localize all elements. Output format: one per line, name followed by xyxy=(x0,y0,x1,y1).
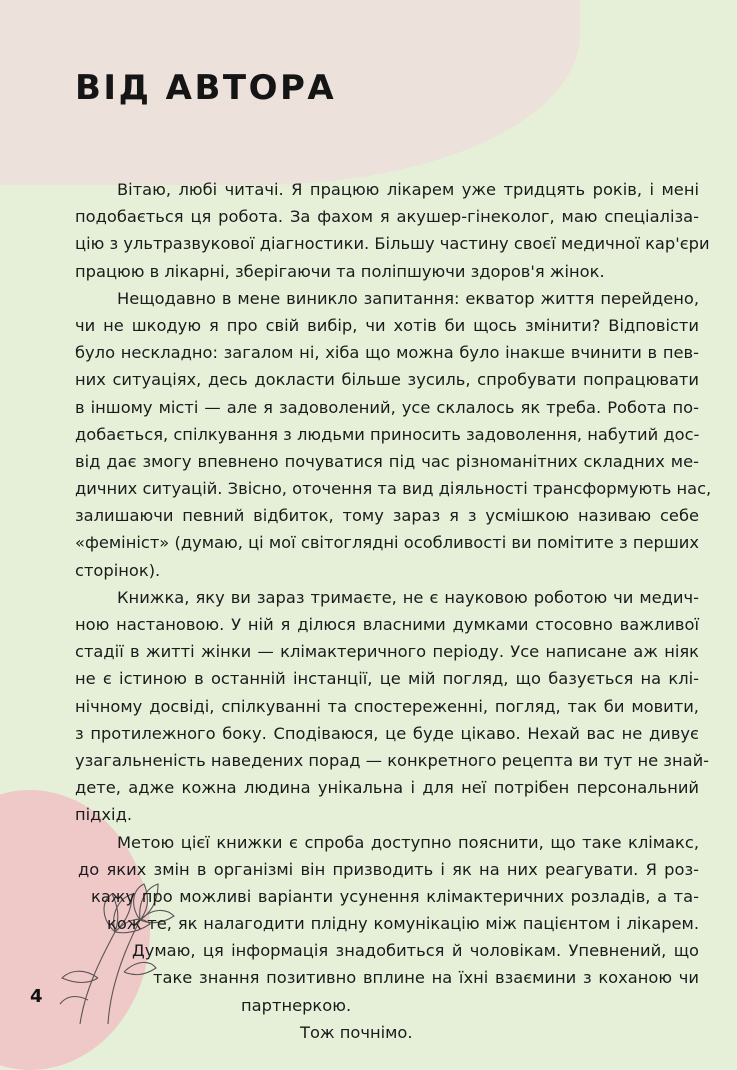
text-line: цію з ультразвукової діагностики. Більшу частину своєї медичної кар'єри xyxy=(75,234,710,254)
text-line: з протилежного боку. Сподіваюся, це буде цікаво. Нехай вас не дивує xyxy=(75,723,699,743)
text-line: працюю в лікарні, зберігаючи та поліпшуючи здоров'я жінок. xyxy=(75,261,605,281)
text-line: Метою цієї книжки є спроба доступно пояснити, що таке клімакс, xyxy=(117,832,699,852)
text-line: Тож почнімо. xyxy=(300,1022,413,1042)
text-line: партнеркою. xyxy=(241,995,352,1015)
text-line: Книжка, яку ви зараз тримаєте, не є науковою роботою чи медич- xyxy=(117,587,699,607)
text-line: узагальненість наведених порад — конкретного рецепта ви тут не знай- xyxy=(75,750,710,770)
text-line: Нещодавно в мене виникло запитання: екватор життя перейдено, xyxy=(117,288,699,308)
text-line: від дає змогу впевнено почуватися під час різноманітних складних ме- xyxy=(75,451,699,471)
paragraph xyxy=(75,285,712,584)
paragraph xyxy=(75,584,710,829)
text-line: подобається ця робота. За фахом я акушер-гінеколог, маю спеціаліза- xyxy=(75,207,699,227)
text-line: них ситуаціях, десь докласти більше зусиль, спробувати попрацювати xyxy=(75,370,699,390)
text-line: Думаю, ця інформація знадобиться й чоловікам. Упевнений, що xyxy=(132,941,699,961)
text-line: Вітаю, любі читачі. Я працюю лікарем уже тридцять років, і мені xyxy=(117,180,699,199)
text-line: нічному досвіді, спілкуванні та спостереженні, погляд, так би мовити, xyxy=(75,696,699,716)
text-line: дичних ситуацій. Звісно, оточення та вид діяльності трансформують нас, xyxy=(75,479,712,499)
page-number: 4 xyxy=(30,986,43,1007)
text-line: не є істиною в останній інстанції, це мій погляд, що базується на клі- xyxy=(75,669,699,689)
text-line: сторінок). xyxy=(75,560,161,580)
text-line: кажу про можливі варіанти усунення клімактеричних розладів, а та- xyxy=(91,886,699,906)
text-line: «фемініст» (думаю, ці мої світоглядні особливості ви помітите з перших xyxy=(75,533,699,553)
text-line: підхід. xyxy=(75,805,133,825)
page-title: ВІД АВТОРА xyxy=(75,68,337,108)
body-text xyxy=(75,176,712,1046)
text-line: стадії в житті жінки — клімактеричного періоду. Усе написане аж ніяк xyxy=(75,642,699,662)
text-line: таке знання позитивно вплине на їхні взаємини з коханою чи xyxy=(153,968,699,988)
text-line: добається, спілкування з людьми приносить задоволення, набутий дос- xyxy=(75,424,700,444)
text-line: дете, адже кожна людина унікальна і для неї потрібен персональний xyxy=(75,778,699,798)
paragraph xyxy=(75,176,710,285)
closing-paragraph xyxy=(75,829,699,1047)
text-line: ною настановою. У ній я ділюся власними думками стосовно важливої xyxy=(75,615,699,634)
text-line: чи не шкодую я про свій вибір, чи хотів би щось змінити? Відповісти xyxy=(75,315,699,335)
text-line: було нескладно: загалом ні, хіба що можна було інакше вчинити в пев- xyxy=(75,343,699,363)
text-line: в іншому місті — але я задоволений, усе склалось як треба. Робота по- xyxy=(75,397,699,417)
text-line: до яких змін в організмі він призводить і як на них реагувати. Я роз- xyxy=(78,859,699,879)
text-line: кож те, як налагодити плідну комунікацію між пацієнтом і лікарем. xyxy=(107,914,699,934)
text-line: залишаючи певний відбиток, тому зараз я з усмішкою називаю себе xyxy=(75,506,699,526)
